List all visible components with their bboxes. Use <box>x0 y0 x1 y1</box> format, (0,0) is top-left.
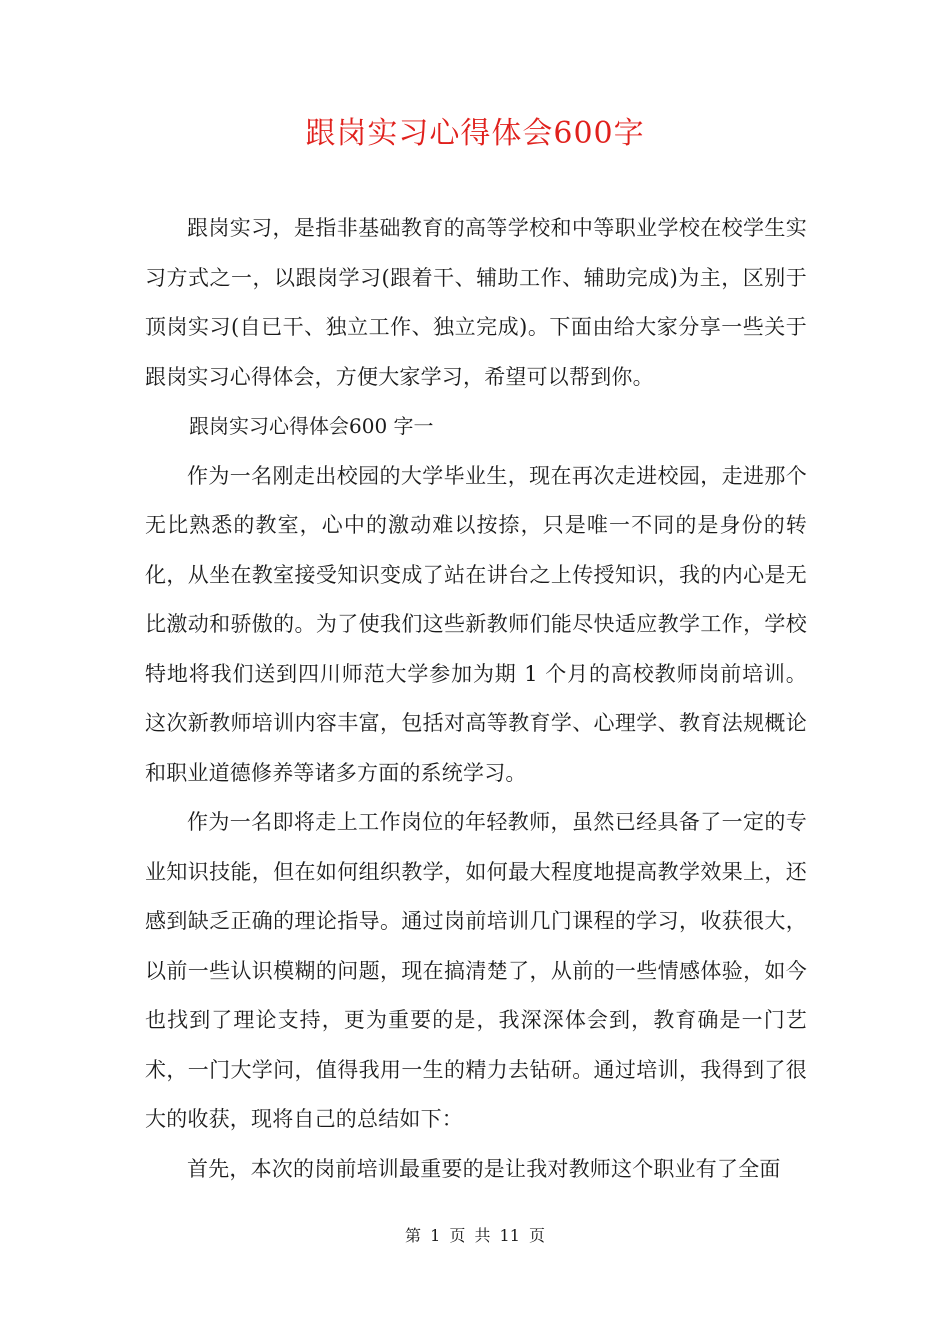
section-paragraph-3: 首先，本次的岗前培训最重要的是让我对教师这个职业有了全面 <box>187 1156 781 1181</box>
section-paragraph-1: 作为一名刚走出校园的大学毕业生，现在再次走进校园，走进那个无比熟悉的教室，心中的激动难以按捺，只是唯一不同的是身份的转化，从坐在教室接受知识变成了站在讲台之上传授知识，我的内心是无比激动和骄傲的。为了使我们这些新教师们能尽快适应教学工作，学校特地将我们送到四川师范大学参加为期 1 个月的高校教师岗前培训。这次新教师培训内容丰富，包括对高等教育学、心理学、教育法规概论和职业道德修养等诸多方面的系统学习。 <box>145 463 807 785</box>
section-paragraph-2: 作为一名即将走上工作岗位的年轻教师，虽然已经具备了一定的专业知识技能，但在如何组织教学，如何最大程度地提高教学效果上，还感到缺乏正确的理论指导。通过岗前培训几门课程的学习，收获很大，以前一些认识模糊的问题，现在搞清楚了，从前的一些情感体验，如今也找到了理论支持，更为重要的是，我深深体会到，教育确是一门艺术，一门大学问，值得我用一生的精力去钻研。通过培训，我得到了很大的收获，现将自己的总结如下： <box>145 810 807 1131</box>
document-body <box>145 204 807 1194</box>
intro-paragraph: 跟岗实习，是指非基础教育的高等学校和中等职业学校在校学生实习方式之一，以跟岗学习(跟着干、辅助工作、辅助完成)为主，区别于顶岗实习(自已干、独立工作、独立完成)。下面由给大家分享一些关于跟岗实习心得体会，方便大家学习，希望可以帮到你。 <box>145 216 807 389</box>
page-footer: 第 1 页 共 11 页 <box>405 1226 545 1245</box>
section-heading: 跟岗实习心得体会600 字一 <box>189 414 434 438</box>
document-title: 跟岗实习心得体会600字 <box>305 116 645 151</box>
